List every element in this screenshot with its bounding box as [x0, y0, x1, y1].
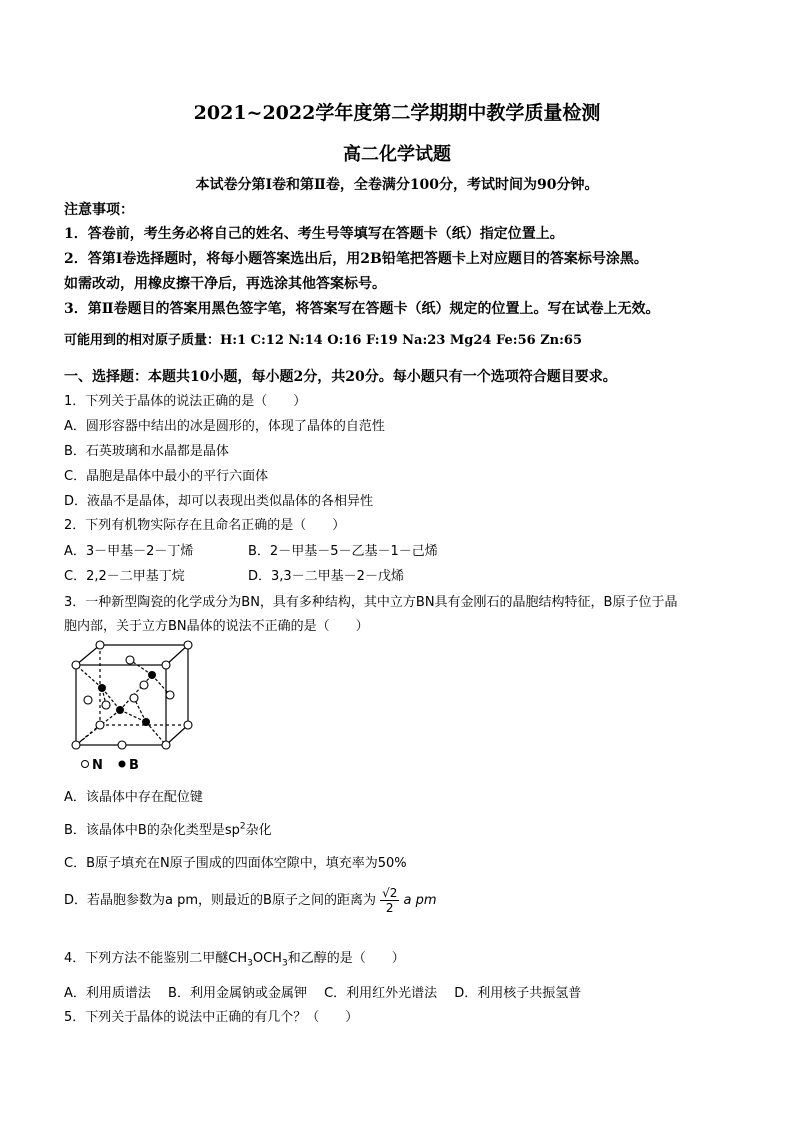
- legend-b-label: B: [129, 758, 139, 773]
- q1-option-d: D．液晶不是晶体，却可以表现出类似晶体的各相异性: [64, 494, 374, 509]
- q3-stem-line1: 3．一种新型陶瓷的化学成分为BN，具有多种结构，其中立方BN具有金刚石的晶胞结构特征，B原子位于晶: [64, 595, 678, 610]
- q1-option-b: B．石英玻璃和水晶都是晶体: [64, 444, 229, 459]
- fraction-numerator: √2: [382, 886, 398, 900]
- q4-stem-mid: OCH: [252, 951, 282, 966]
- exam-title: 2021~2022学年度第二学期期中教学质量检测: [193, 102, 601, 124]
- q3-option-d: [64, 886, 437, 915]
- q3-option-c: C．B原子填充在N原子围成的四面体空隙中，填充率为50%: [64, 856, 407, 871]
- exam-subtitle: 高二化学试题: [343, 144, 451, 165]
- bn-unit-cell-figure: [70, 640, 200, 775]
- q3-option-d-suffix: a pm: [403, 893, 437, 908]
- q1-stem: 1．下列关于晶体的说法正确的是（ ）: [64, 394, 307, 409]
- q4-stem: [64, 947, 405, 969]
- q1-option-c: C．晶胞是晶体中最小的平行六面体: [64, 469, 269, 484]
- q2-option-d: D．3,3－二甲基－2－戊烯: [248, 569, 404, 584]
- q3-option-b-suffix: 杂化: [245, 823, 272, 838]
- q4-sub-1: 3: [247, 958, 253, 969]
- q2-stem: 2．下列有机物实际存在且命名正确的是（ ）: [64, 518, 346, 533]
- q2-option-c: C．2,2－二甲基丁烷: [64, 569, 185, 584]
- q3-option-d-text: D．若晶胞参数为a pm，则最近的B原子之间的距离为: [64, 893, 376, 908]
- q3-option-b: [64, 819, 272, 838]
- q1-option-a: A．圆形容器中结出的冰是圆形的，体现了晶体的自范性: [64, 419, 385, 434]
- q2-option-b: B．2－甲基－5－乙基－1－己烯: [248, 544, 438, 559]
- q5-stem: 5．下列关于晶体的说法中正确的有几个？（ ）: [64, 1010, 359, 1025]
- note-1: 1．答卷前，考生务必将自己的姓名、考生号等填写在答题卡（纸）指定位置上。: [64, 226, 564, 242]
- q2-option-a: A．3－甲基－2－丁烯: [64, 544, 194, 559]
- q3-option-b-superscript: 2: [239, 821, 246, 832]
- exam-intro: 本试卷分第Ⅰ卷和第Ⅱ卷，全卷满分100分，考试时间为90分钟。: [195, 177, 599, 193]
- q4-options: A．利用质谱法 B．利用金属钠或金属钾 C．利用红外光谱法 D．利用核子共振氢普: [64, 986, 582, 1001]
- notes-heading: 注意事项：: [64, 202, 134, 218]
- atomic-mass-line: 可能用到的相对原子质量：H:1 C:12 N:14 O:16 F:19 Na:23 Mg24 Fe:56 Zn:65: [64, 333, 583, 348]
- fraction-denominator: 2: [385, 901, 394, 915]
- note-3: 3．第Ⅱ卷题目的答案用黑色签字笔，将答案写在答题卡（纸）规定的位置上。写在试卷上无效。: [64, 301, 660, 317]
- section-1-heading: 一、选择题：本题共10小题，每小题2分，共20分。每小题只有一个选项符合题目要求。: [64, 369, 617, 385]
- q3-option-b-text: B．该晶体中B的杂化类型是sp: [64, 823, 240, 838]
- note-2-line1: 2．答第Ⅰ卷选择题时，将每小题答案选出后，用2B铅笔把答题卡上对应题目的答案标号涂黑。: [64, 251, 648, 267]
- note-2-line2: 如需改动，用橡皮擦干净后，再选涂其他答案标号。: [64, 276, 386, 292]
- q4-stem-text: 4．下列方法不能鉴别二甲醚CH: [64, 951, 248, 966]
- q3-stem-line2: 胞内部，关于立方BN晶体的说法不正确的是（ ）: [64, 619, 369, 634]
- legend-n-label: N: [92, 758, 103, 773]
- q4-sub-2: 3: [281, 958, 288, 969]
- q3-option-a: A．该晶体中存在配位键: [64, 790, 203, 805]
- sqrt2-over-2-fraction: [380, 886, 399, 915]
- q4-stem-suffix: 和乙醇的是（ ）: [287, 951, 405, 966]
